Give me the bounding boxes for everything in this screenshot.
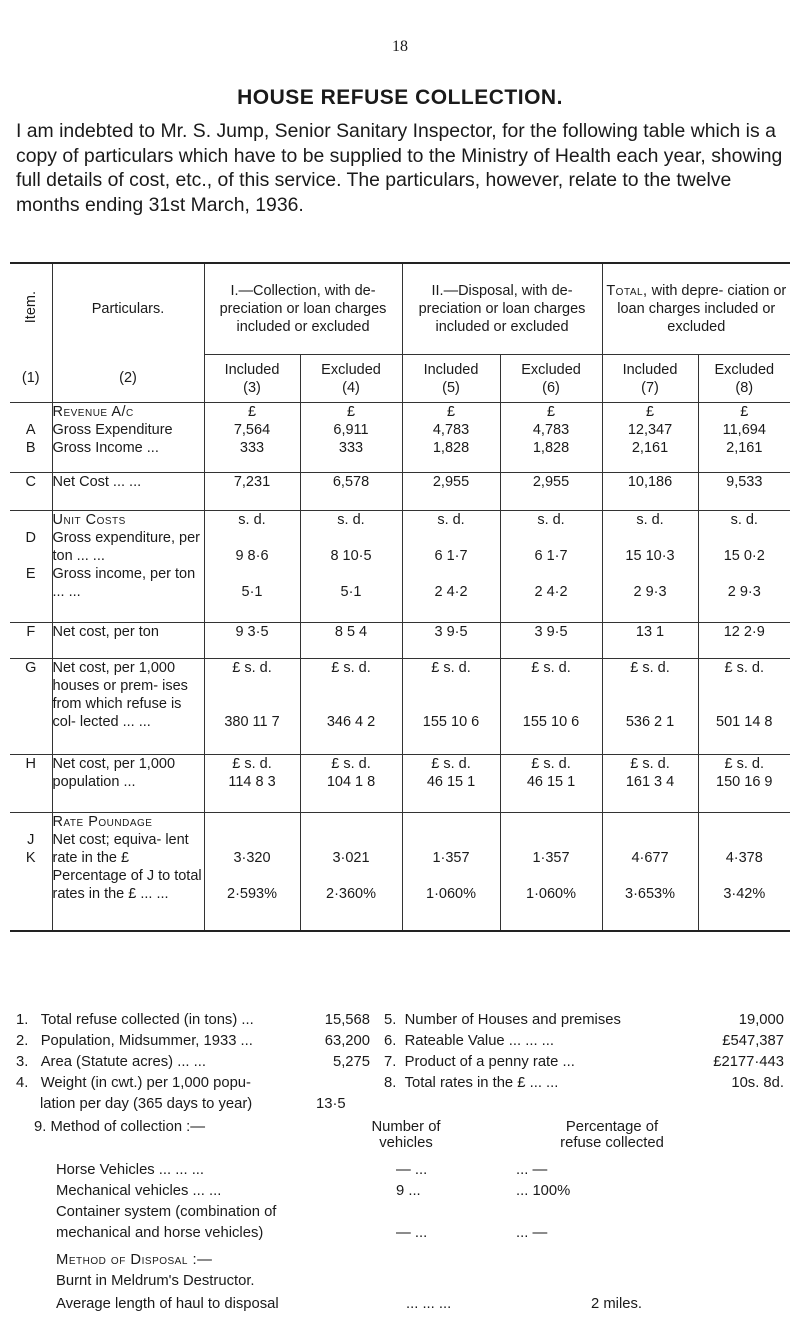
row-h-label: Net cost, per 1,000 population ... (52, 755, 204, 813)
row-g-col-4: £ s. d. 346 4 2 (300, 659, 402, 755)
row-f-col-5: 3 9·5 (402, 623, 500, 659)
row-g-col-6: £ s. d. 155 10 6 (500, 659, 602, 755)
row-letter-c: C (10, 473, 52, 511)
total-header: Total, with depre- ciation or loan charges included or excluded (602, 263, 790, 355)
row-letter-f: F (10, 623, 52, 659)
row-f-col-7: 13 1 (602, 623, 698, 659)
stat-6: 6. Rateable Value ... ... ... (384, 1033, 554, 1049)
row-f-col-6: 3 9·5 (500, 623, 602, 659)
rate-col-7: 4·677 3·653% (602, 813, 698, 931)
revenue-col-5: £ 4,783 1,828 (402, 403, 500, 473)
col-7-header: Included (7) (602, 355, 698, 403)
net-cost-col-7: 10,186 (602, 473, 698, 511)
stat-5: 5. Number of Houses and premises (384, 1012, 621, 1028)
col-number-1: (1) (21, 370, 40, 387)
row-h-col-7: £ s. d. 161 3 4 (602, 755, 698, 813)
row-f-col-8: 12 2·9 (698, 623, 790, 659)
revenue-col-6: £ 4,783 1,828 (500, 403, 602, 473)
table-row-g (10, 659, 790, 755)
unit-col-7: s. d. 15 10·3 2 9·3 (602, 511, 698, 623)
item-header: Item. (10, 263, 52, 355)
disposal-header: II.—Disposal, with de- preciation or loan charges included or excluded (402, 263, 602, 355)
row-h-col-6: £ s. d. 46 15 1 (500, 755, 602, 813)
stat-2-value: 63,200 (324, 1033, 370, 1049)
net-cost-col-4: 6,578 (300, 473, 402, 511)
revenue-col-4: £ 6,911 333 (300, 403, 402, 473)
rate-col-6: 1·357 1·060% (500, 813, 602, 931)
row-letters-ab: A B (10, 403, 52, 473)
net-cost-col-5: 2,955 (402, 473, 500, 511)
disposal-method-text: Burnt in Meldrum's Destructor. (56, 1273, 255, 1289)
row-g-col-7: £ s. d. 536 2 1 (602, 659, 698, 755)
mechanical-vehicles-percent: ... 100% (516, 1183, 571, 1199)
horse-vehicles-label: Horse Vehicles ... ... ... (56, 1162, 205, 1178)
stat-7-value: £2177·443 (713, 1054, 784, 1070)
rate-col-5: 1·357 1·060% (402, 813, 500, 931)
horse-vehicles-percent: ... — (516, 1162, 548, 1178)
haul-length-value: 2 miles. (591, 1296, 642, 1312)
row-h-col-5: £ s. d. 46 15 1 (402, 755, 500, 813)
stat-2: 2. Population, Midsummer, 1933 ... (16, 1033, 253, 1049)
stat-1-value: 15,568 (324, 1012, 370, 1028)
row-f-col-3: 9 3·5 (204, 623, 300, 659)
col-number-2: (2) (52, 355, 204, 403)
disposal-method-title: Method of Disposal :— (56, 1252, 213, 1268)
unit-col-4: s. d. 8 10·5 5·1 (300, 511, 402, 623)
container-system-percent: ... — (516, 1225, 548, 1241)
table-row-f (10, 623, 790, 659)
table-row-net-cost (10, 473, 790, 511)
collection-header: I.—Collection, with de- preciation or loan charges included or excluded (204, 263, 402, 355)
intro-paragraph: I am indebted to Mr. S. Jump, Senior Sanitary Inspector, for the following table which is a copy of particulars which have to be supplied to the Ministry of Health each year, showing full details of cost, etc., of this service. The particulars, however, relate to the twelve months ending 31st March, 1936. (16, 120, 783, 216)
stat-4: 4. Weight (in cwt.) per 1,000 popu- (16, 1075, 251, 1091)
net-cost-col-3: 7,231 (204, 473, 300, 511)
unit-col-6: s. d. 6 1·7 2 4·2 (500, 511, 602, 623)
unit-col-8: s. d. 15 0·2 2 9·3 (698, 511, 790, 623)
particulars-header: Particulars. (52, 263, 204, 355)
container-system-label-2: mechanical and horse vehicles) (56, 1225, 264, 1241)
stat-3-value: 5,275 (332, 1054, 370, 1070)
unit-col-5: s. d. 6 1·7 2 4·2 (402, 511, 500, 623)
row-g-label: Net cost, per 1,000 houses or prem- ises from which refuse is col- lected ... ... (52, 659, 204, 755)
rate-col-3: 3·320 2·593% (204, 813, 300, 931)
unit-costs-particulars: Unit Costs Gross expenditure, per ton ... ... Gross income, per ton ... ... (52, 511, 204, 623)
row-f-label: Net cost, per ton (52, 623, 204, 659)
stat-3: 3. Area (Statute acres) ... ... (16, 1054, 206, 1070)
page-number: 18 (392, 38, 408, 55)
stat-8: 8. Total rates in the £ ... ... (384, 1075, 559, 1091)
net-cost-col-8: 9,533 (698, 473, 790, 511)
rate-col-4: 3·021 2·360% (300, 813, 402, 931)
vehicles-header: Number of vehicles (371, 1119, 441, 1151)
stat-5-value: 19,000 (738, 1012, 784, 1028)
rate-particulars: Rate Poundage Net cost; equiva- lent rate in the £ Percentage of J to total rates in the £ ... ... (52, 813, 204, 931)
stat-4-value: 13·5 (316, 1096, 346, 1112)
table-row-rate-poundage (10, 813, 790, 931)
horse-vehicles-count: — ... (396, 1162, 428, 1178)
net-cost-label: Net Cost ... ... (52, 473, 204, 511)
stat-8-value: 10s. 8d. (731, 1075, 784, 1091)
table-row-h (10, 755, 790, 813)
col-4-header: Excluded (4) (300, 355, 402, 403)
row-f-col-4: 8 5 4 (300, 623, 402, 659)
row-h-col-3: £ s. d. 114 8 3 (204, 755, 300, 813)
row-letters-de: D E (10, 511, 52, 623)
col-8-header: Excluded (8) (698, 355, 790, 403)
net-cost-col-6: 2,955 (500, 473, 602, 511)
mechanical-vehicles-count: 9 ... (396, 1183, 421, 1199)
revenue-col-3: £ 7,564 333 (204, 403, 300, 473)
stat-1: 1. Total refuse collected (in tons) ... (16, 1012, 254, 1028)
table-row-revenue (10, 403, 790, 473)
row-g-col-3: £ s. d. 380 11 7 (204, 659, 300, 755)
row-h-col-8: £ s. d. 150 16 9 (698, 755, 790, 813)
unit-col-3: s. d. 9 8·6 5·1 (204, 511, 300, 623)
percentage-header: Percentage of refuse collected (560, 1119, 664, 1151)
revenue-col-7: £ 12,347 2,161 (602, 403, 698, 473)
stat-6-value: £547,387 (722, 1033, 784, 1049)
haul-length-dots: ... ... ... (406, 1296, 452, 1312)
stat-7: 7. Product of a penny rate ... (384, 1054, 575, 1070)
rate-col-8: 4·378 3·42% (698, 813, 790, 931)
refuse-cost-table (10, 262, 790, 932)
row-g-col-5: £ s. d. 155 10 6 (402, 659, 500, 755)
col-5-header: Included (5) (402, 355, 500, 403)
revenue-particulars: Revenue A/c Gross Expenditure Gross Income ... (52, 403, 204, 473)
table-row-unit-costs (10, 511, 790, 623)
page-heading: HOUSE REFUSE COLLECTION. (237, 86, 563, 109)
haul-length-label: Average length of haul to disposal (56, 1296, 279, 1312)
collection-method-title: 9. Method of collection :— (34, 1119, 206, 1135)
mechanical-vehicles-label: Mechanical vehicles ... ... (56, 1183, 222, 1199)
row-letter-g: G (10, 659, 52, 755)
revenue-col-8: £ 11,694 2,161 (698, 403, 790, 473)
col-3-header: Included (3) (204, 355, 300, 403)
row-h-col-4: £ s. d. 104 1 8 (300, 755, 402, 813)
container-system-label: Container system (combination of (56, 1204, 277, 1220)
row-g-col-8: £ s. d. 501 14 8 (698, 659, 790, 755)
row-letter-h: H (10, 755, 52, 813)
col-6-header: Excluded (6) (500, 355, 602, 403)
row-letters-jk: J K (10, 813, 52, 931)
stat-4-cont: lation per day (365 days to year) (40, 1096, 253, 1112)
container-system-count: — ... (396, 1225, 428, 1241)
